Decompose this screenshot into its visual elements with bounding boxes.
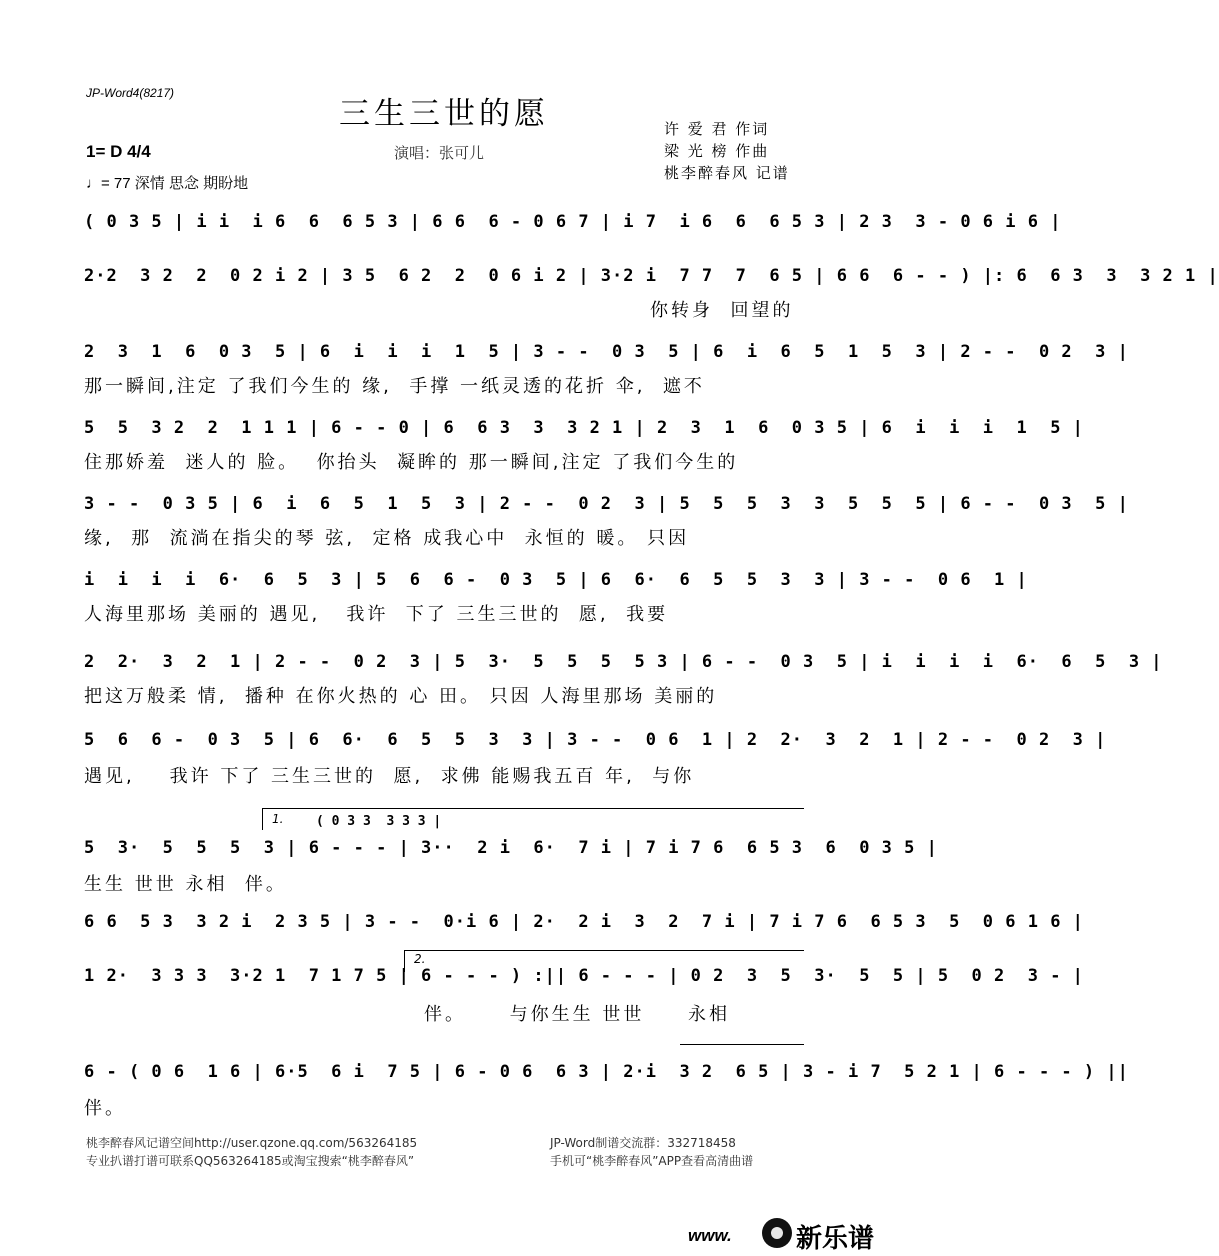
- lyric-line: 人海里那场 美丽的 遇见, 我许 下了 三生三世的 愿, 我要: [84, 604, 669, 625]
- end-bracket: [680, 1044, 804, 1045]
- lyricist-credit: 许 爱 君 作词: [664, 120, 770, 138]
- notation-line: 3 - - 0 3 5 | 6 i 6 5 1 5 3 | 2 - - 0 2 3 | 5 5 5 3 3 5 5 5 | 6 - - 0 3 5 |: [84, 494, 1129, 514]
- disc-icon: [762, 1218, 792, 1248]
- footer-right-line-1: JP-Word制谱交流群：332718458: [550, 1136, 736, 1150]
- footer-left-line-1: 桃李醉春风记谱空间http://user.qzone.qq.com/563264185: [86, 1136, 418, 1150]
- watermark-brand: 新乐谱: [796, 1223, 875, 1253]
- watermark-url: www.: [688, 1226, 732, 1245]
- notation-line: 2 2· 3 2 1 | 2 - - 0 2 3 | 5 3· 5 5 5 5 3 | 6 - - 0 3 5 | i i i i 6· 6 5 3 |: [84, 652, 1163, 672]
- tempo-marking: ♩= 77 深情 思念 期盼地: [86, 175, 249, 192]
- lyric-line: 伴。 与你生生 世世 永相: [424, 1004, 730, 1025]
- key-signature: 1= D 4/4: [86, 142, 151, 161]
- lyric-line: 那一瞬间,注定 了我们今生的 缘, 手撑 一纸灵透的花折 伞, 遮不: [84, 376, 705, 397]
- first-ending-label: 1.: [272, 812, 284, 826]
- notation-line: 6 6 5 3 3 2 i 2 3 5 | 3 - - 0·i 6 | 2· 2 i 3 2 7 i | 7 i 7 6 6 5 3 5 0 6 1 6 |: [84, 912, 1084, 932]
- page-title: 三生三世的愿: [339, 96, 549, 132]
- lyric-line: 缘, 那 流淌在指尖的琴 弦, 定格 成我心中 永恒的 暖。 只因: [84, 528, 690, 549]
- notation-line: 1 2· 3 3 3 3·2 1 7 1 7 5 | 6 - - - ) :|| 6 - - - | 0 2 3 5 3· 5 5 | 5 0 2 3 - |: [84, 966, 1084, 986]
- notation-line: 5 5 3 2 2 1 1 1 | 6 - - 0 | 6 6 3 3 3 2 1 | 2 3 1 6 0 3 5 | 6 i i i 1 5 |: [84, 418, 1084, 438]
- footer-left-line-2: 专业扒谱打谱可联系QQ563264185或淘宝搜索“桃李醉春风”: [86, 1154, 415, 1168]
- watermark-logo: [688, 1212, 888, 1252]
- notation-line: 6 - ( 0 6 1 6 | 6·5 6 i 7 5 | 6 - 0 6 6 3 | 2·i 3 2 6 5 | 3 - i 7 5 2 1 | 6 - - - ) ||: [84, 1062, 1129, 1082]
- notation-line: i i i i 6· 6 5 3 | 5 6 6 - 0 3 5 | 6 6· 6 5 5 3 3 | 3 - - 0 6 1 |: [84, 570, 1028, 590]
- composer-credit: 梁 光 榜 作曲: [664, 142, 770, 160]
- notation-line: 5 6 6 - 0 3 5 | 6 6· 6 5 5 3 3 | 3 - - 0 6 1 | 2 2· 3 2 1 | 2 - - 0 2 3 |: [84, 730, 1107, 750]
- notation-line: ( 0 3 5 | i i i 6 6 6 5 3 | 6 6 6 - 0 6 7 | i 7 i 6 6 6 5 3 | 2 3 3 - 0 6 i 6 |: [84, 212, 1062, 232]
- lyric-line: 你转身 回望的: [650, 300, 794, 321]
- lyric-line: 伴。: [84, 1098, 126, 1119]
- first-ending-bracket: [262, 808, 804, 809]
- notation-line: 2 3 1 6 0 3 5 | 6 i i i 1 5 | 3 - - 0 3 5 | 6 i 6 5 1 5 3 | 2 - - 0 2 3 |: [84, 342, 1129, 362]
- lyric-line: 把这万般柔 情, 播种 在你火热的 心 田。 只因 人海里那场 美丽的: [84, 686, 718, 707]
- first-ending-intro: ( 0 3 3 3 3 3 |: [316, 814, 442, 829]
- singer-credit: 演唱：张可儿: [394, 144, 485, 162]
- notation-line: 5 3· 5 5 5 3 | 6 - - - | 3·· 2 i 6· 7 i | 7 i 7 6 6 5 3 6 0 3 5 |: [84, 838, 938, 858]
- lyric-line: 遇见, 我许 下了 三生三世的 愿, 求佛 能赐我五百 年, 与你: [84, 766, 695, 787]
- second-ending-bracket: [404, 950, 804, 951]
- transcriber-credit: 桃李醉春风 记谱: [664, 164, 790, 182]
- lyric-line: 生生 世世 永相 伴。: [84, 874, 287, 895]
- lyric-line: 住那娇羞 迷人的 脸。 你抬头 凝眸的 那一瞬间,注定 了我们今生的: [84, 452, 739, 473]
- first-ending-tick: [262, 808, 263, 830]
- footer-right-line-2: 手机可“桃李醉春风”APP查看高清曲谱: [550, 1154, 754, 1168]
- notation-line: 2·2 3 2 2 0 2 i 2 | 3 5 6 2 2 0 6 i 2 | 3·2 i 7 7 7 6 5 | 6 6 6 - - ) |: 6 6 3 3 3 2 1 |: [84, 266, 1219, 286]
- second-ending-label: 2.: [414, 952, 426, 966]
- software-label: JP-Word4(8217): [86, 86, 175, 100]
